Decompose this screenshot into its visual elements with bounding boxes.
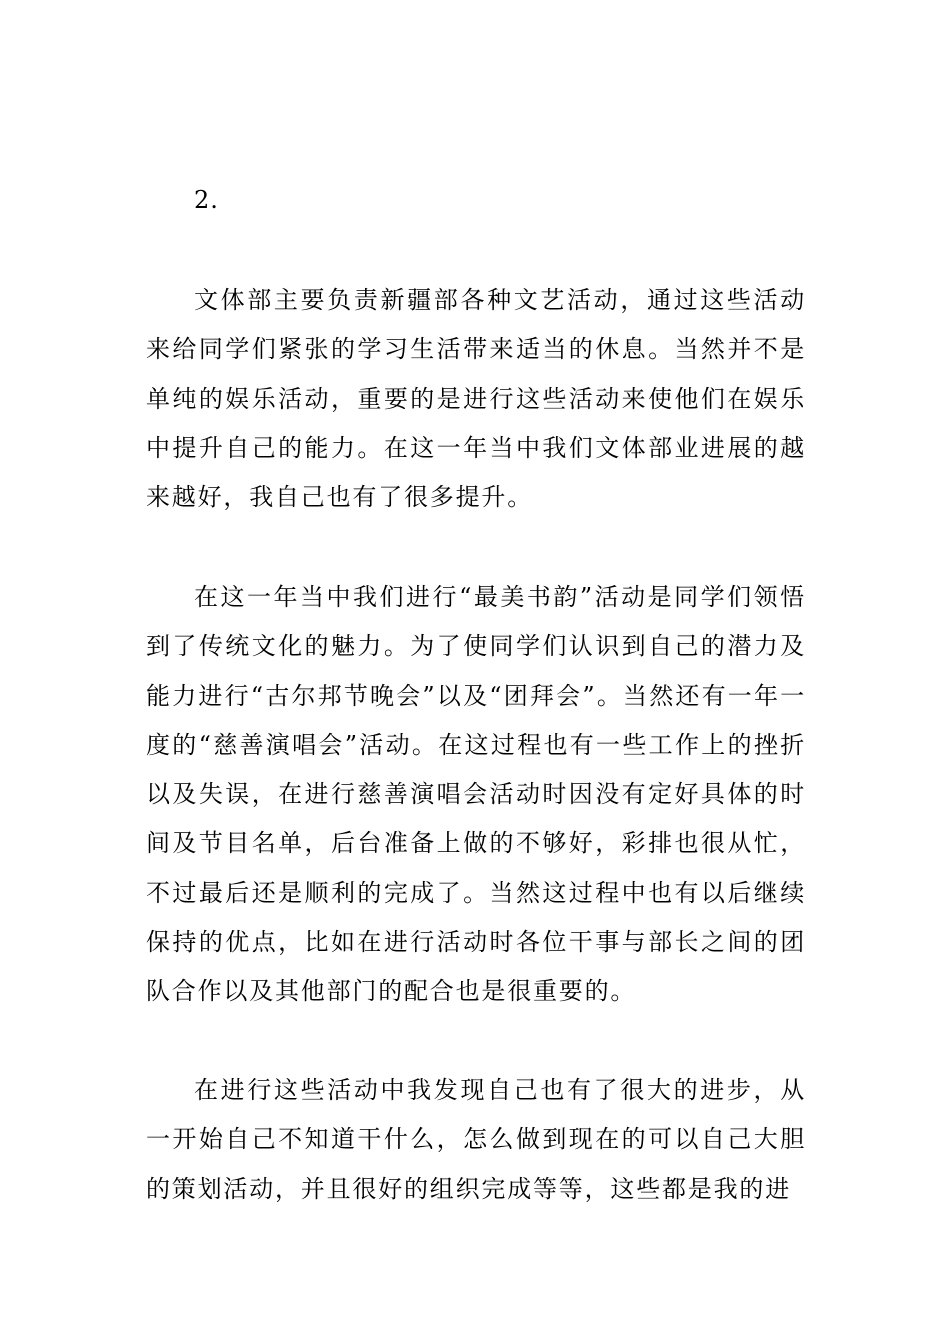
section-number: 2.	[194, 186, 219, 214]
paragraph-personal-progress: 在进行这些活动中我发现自己也有了很大的进步，从一开始自己不知道干什么，怎么做到现在的可以自己大胆的策划活动，并且很好的组织完成等等，这些都是我的进	[146, 1076, 806, 1203]
paragraph-yearly-events: 在这一年当中我们进行“最美书韵”活动是同学们领悟到了传统文化的魅力。为了使同学们认识到自己的潜力及能力进行“古尔邦节晚会”以及“团拜会”。当然还有一年一度的“慈善演唱会”活动。在这过程也有一些工作上的挫折以及失误，在进行慈善演唱会活动时因没有定好具体的时间及节目名单，后台准备上做的不够好，彩排也很从忙，不过最后还是顺利的完成了。当然这过程中也有以后继续保持的优点，比如在进行活动时各位干事与部长之间的团队合作以及其他部门的配合也是很重要的。	[146, 583, 806, 1006]
paragraph-activities-overview: 文体部主要负责新疆部各种文艺活动，通过这些活动来给同学们紧张的学习生活带来适当的休息。当然并不是单纯的娱乐活动，重要的是进行这些活动来使他们在娱乐中提升自己的能力。在这一年当中我们文体部业进展的越来越好，我自己也有了很多提升。	[146, 286, 806, 512]
